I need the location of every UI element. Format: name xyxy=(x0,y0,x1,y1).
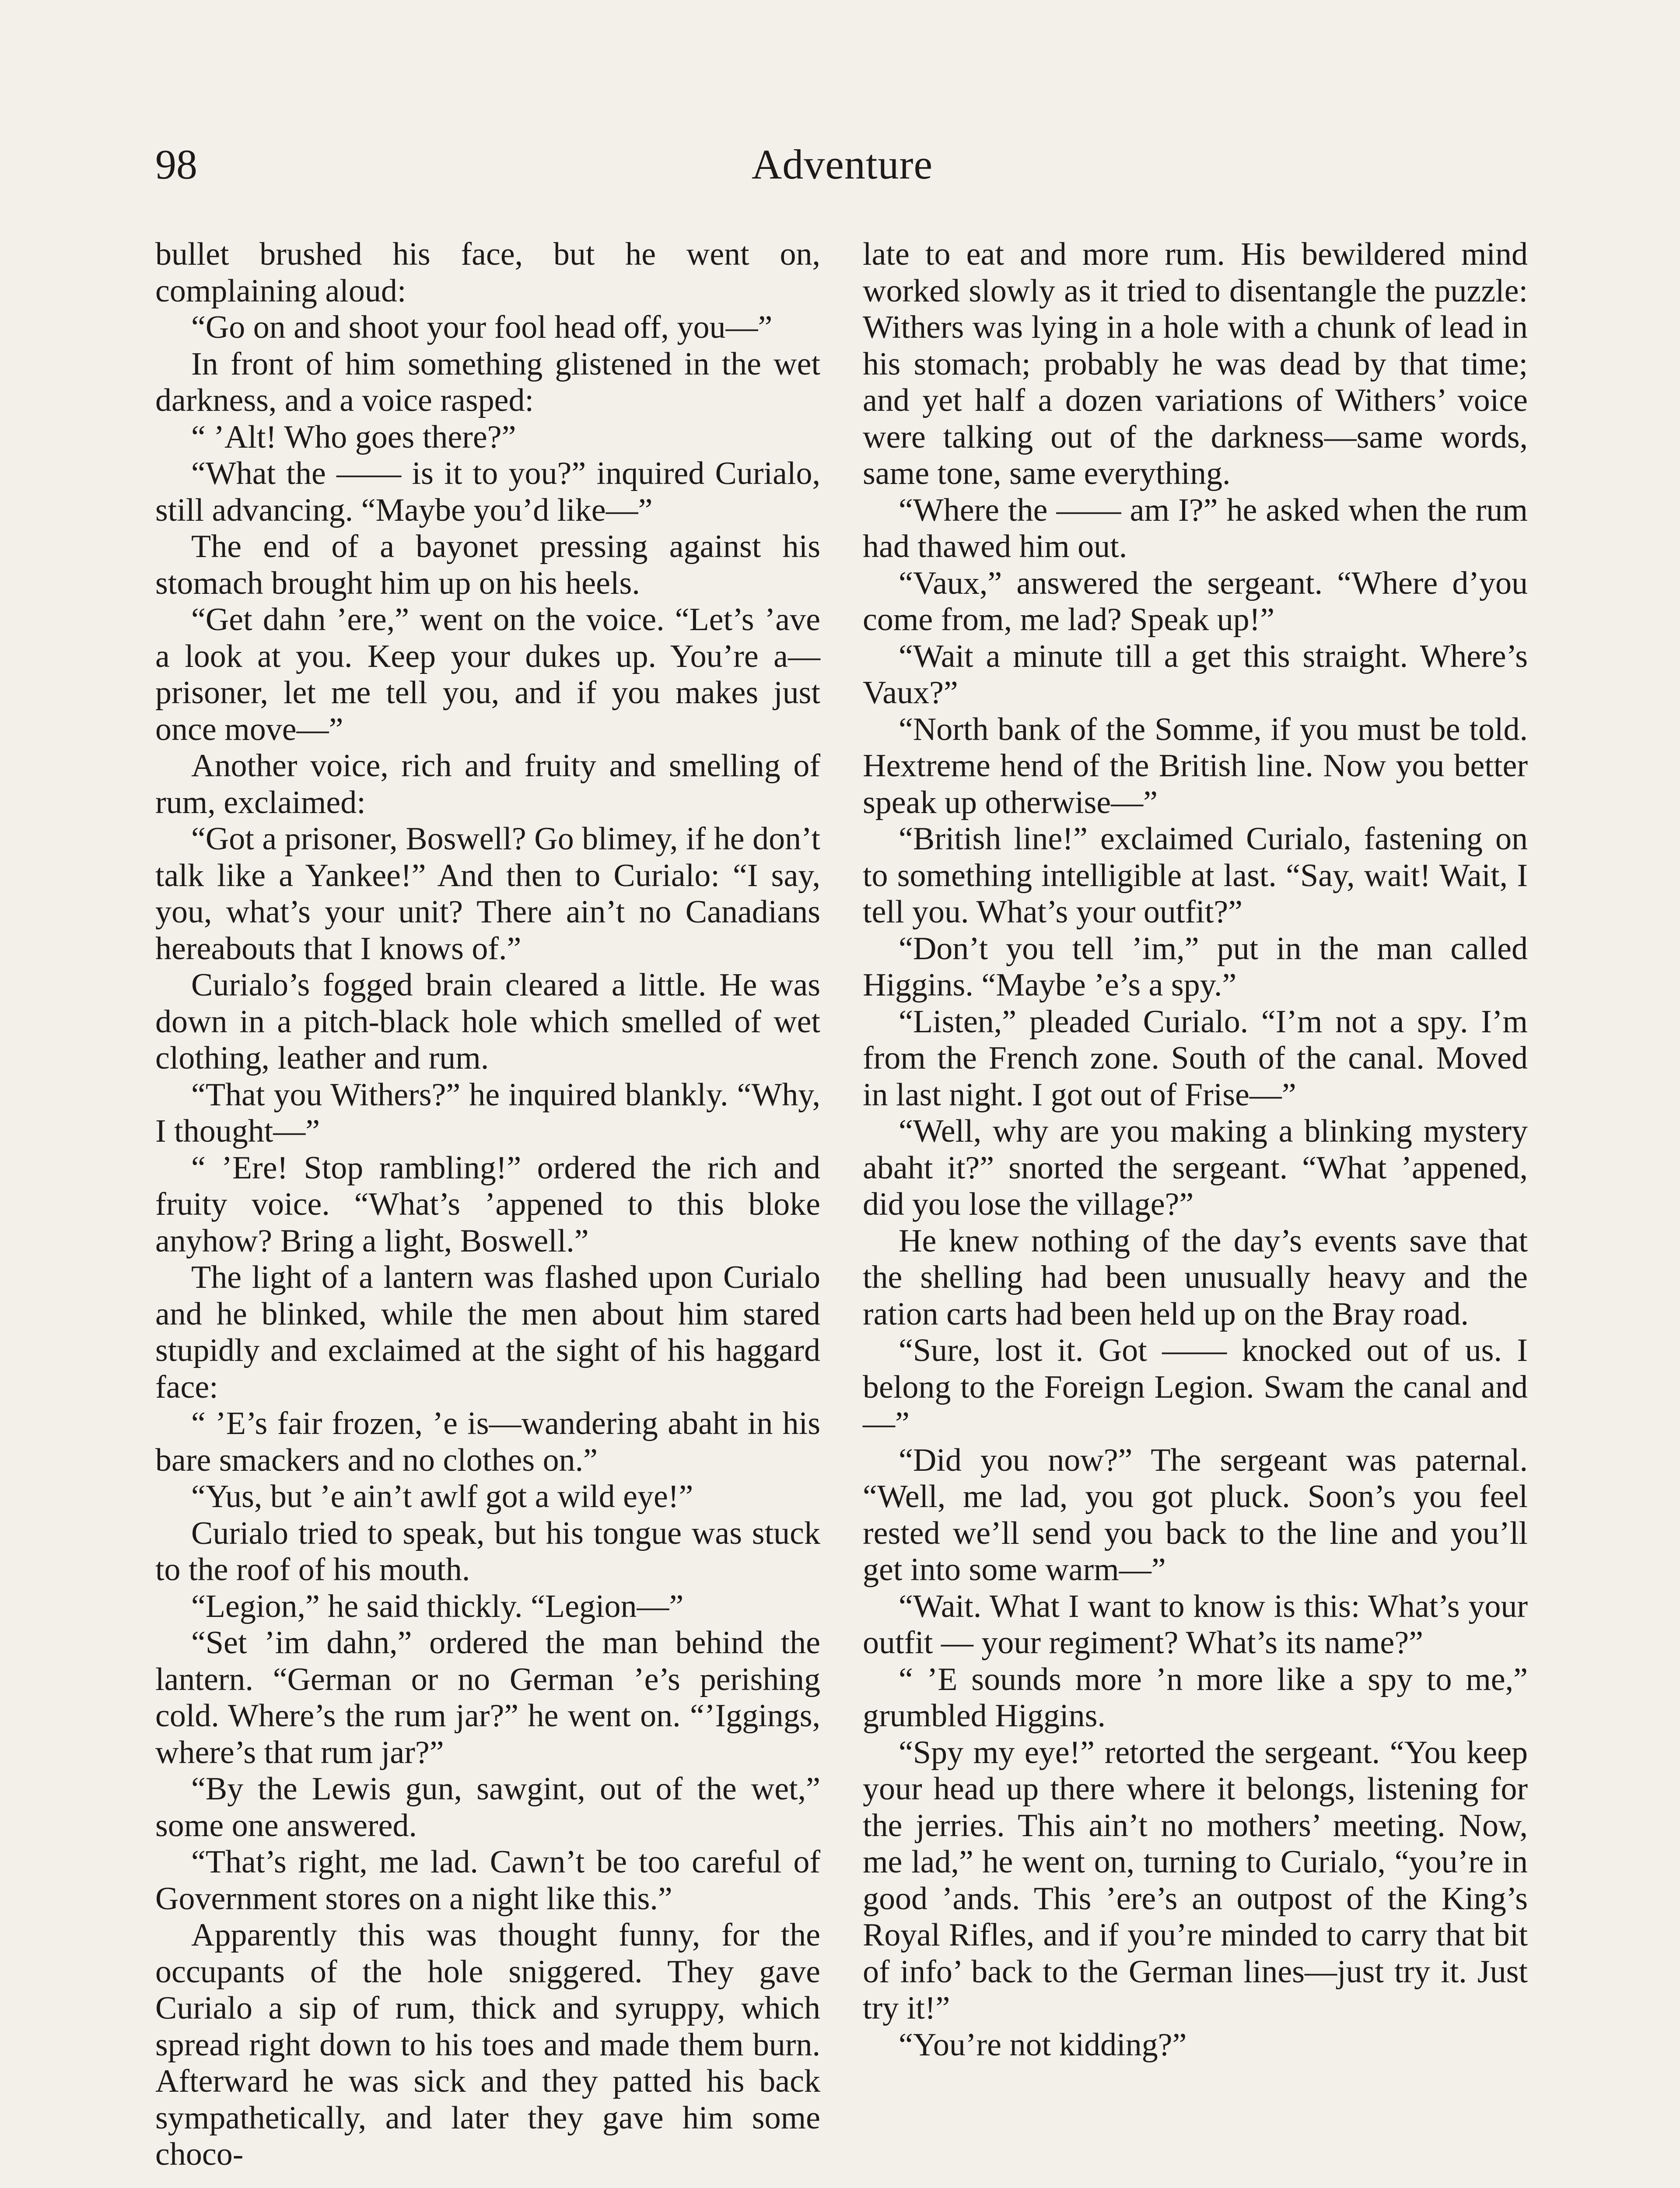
paragraph: “Did you now?” The sergeant was paternal. “Well, me lad, you got pluck. Soon’s you feel rested we’ll send you back to the line and you’ll get into some warm—” xyxy=(863,1442,1528,1588)
paragraph: In front of him something glistened in the wet darkness, and a voice rasped: xyxy=(155,346,820,418)
paragraph: late to eat and more rum. His bewildered mind worked slowly as it tried to disentangle the puzzle: Withers was lying in a hole with a chunk of lead in his stomach; probably he was dead by that time; and yet half a dozen variations of Withers’ voice were talking out of the darkness—same words, same tone, same everything. xyxy=(863,236,1528,491)
paragraph: “That’s right, me lad. Cawn’t be too careful of Government stores on a night like this.” xyxy=(155,1844,820,1917)
paragraph: Curialo tried to speak, but his tongue was stuck to the roof of his mouth. xyxy=(155,1515,820,1588)
paragraph: The light of a lantern was flashed upon Curialo and he blinked, while the men about him stared stupidly and exclaimed at the sight of his haggard face: xyxy=(155,1259,820,1405)
paragraph: “Go on and shoot your fool head off, you—” xyxy=(191,309,773,345)
paragraph: bullet brushed his face, but he went on, complaining aloud: xyxy=(155,236,820,309)
paragraph: “ ’Ere! Stop rambling!” ordered the rich and fruity voice. “What’s ’appened to this bloke anyhow? Bring a light, Boswell.” xyxy=(155,1150,820,1259)
paragraph: “Don’t you tell ’im,” put in the man called Higgins. “Maybe ’e’s a spy.” xyxy=(863,930,1528,1003)
paragraph: “Spy my eye!” retorted the sergeant. “You keep your head up there where it belongs, listening for the jerries. This ain’t no mothers’ meeting. Now, me lad,” he went on, turning to Curialo, “you’re in good ’ands. This ’ere’s an outpost of the King’s Royal Rifles, and if you’re minded to carry that bit of info’ back to the German lines—just try it. Just try it!” xyxy=(863,1734,1528,2026)
left-column xyxy=(155,236,820,2173)
paragraph: “Got a prisoner, Boswell? Go blimey, if he don’t talk like a Yankee!” And then to Curialo: “I say, you, what’s your unit? There ain’t no Canadians hereabouts that I knows of.” xyxy=(155,821,820,967)
paragraph: “Set ’im dahn,” ordered the man behind the lantern. “German or no German ’e’s perishing cold. Where’s the rum jar?” he went on. “’Iggings, where’s that rum jar?” xyxy=(155,1625,820,1771)
paragraph: He knew nothing of the day’s events save that the shelling had been unusually heavy and the ration carts had been held up on the Bray road. xyxy=(863,1223,1528,1332)
paragraph: “Wait a minute till a get this straight. Where’s Vaux?” xyxy=(863,638,1528,711)
paragraph: “Legion,” he said thickly. “Legion—” xyxy=(191,1588,684,1624)
page-header xyxy=(155,140,1529,206)
paragraph: “North bank of the Somme, if you must be told. Hextreme hend of the British line. Now you better speak up otherwise—” xyxy=(863,711,1528,820)
paragraph: “You’re not kidding?” xyxy=(899,2027,1187,2063)
paragraph: “That you Withers?” he inquired blankly. “Why, I thought—” xyxy=(155,1076,820,1149)
running-title: Adventure xyxy=(751,141,933,188)
page-number: 98 xyxy=(155,141,197,188)
right-column xyxy=(863,236,1528,2063)
paragraph: Curialo’s fogged brain cleared a little. He was down in a pitch-black hole which smelled of wet clothing, leather and rum. xyxy=(155,967,820,1076)
paragraph: Apparently this was thought funny, for the occupants of the hole sniggered. They gave Curialo a sip of rum, thick and syruppy, which spread right down to his toes and made them burn. Afterward he was sick and they patted his back sympathetically, and later they gave him some choco- xyxy=(155,1917,820,2172)
paragraph: “Where the —— am I?” he asked when the rum had thawed him out. xyxy=(863,492,1528,565)
paragraph: “Yus, but ’e ain’t awlf got a wild eye!” xyxy=(191,1479,693,1515)
paragraph: “Vaux,” answered the sergeant. “Where d’you come from, me lad? Speak up!” xyxy=(863,565,1528,638)
paragraph: “Sure, lost it. Got —— knocked out of us. I belong to the Foreign Legion. Swam the canal and—” xyxy=(863,1332,1528,1441)
paragraph: Another voice, rich and fruity and smelling of rum, exclaimed: xyxy=(155,748,820,820)
paragraph: “By the Lewis gun, sawgint, out of the wet,” some one answered. xyxy=(155,1771,820,1844)
paragraph: “Wait. What I want to know is this: What’s your outfit — your regiment? What’s its name?” xyxy=(863,1588,1528,1661)
paragraph: The end of a bayonet pressing against his stomach brought him up on his heels. xyxy=(155,529,820,601)
paragraph: “ ’E sounds more ’n more like a spy to me,” grumbled Higgins. xyxy=(863,1661,1528,1734)
paragraph: “Well, why are you making a blinking mystery abaht it?” snorted the sergeant. “What ’appened, did you lose the village?” xyxy=(863,1113,1528,1222)
paragraph: “What the —— is it to you?” inquired Curialo, still advancing. “Maybe you’d like—” xyxy=(155,456,820,528)
paragraph: “ ’E’s fair frozen, ’e is—wandering abaht in his bare smackers and no clothes on.” xyxy=(155,1406,820,1478)
paragraph: “Listen,” pleaded Curialo. “I’m not a spy. I’m from the French zone. South of the canal. Moved in last night. I got out of Frise—” xyxy=(863,1003,1528,1113)
paragraph: “British line!” exclaimed Curialo, fastening on to something intelligible at last. “Say, wait! Wait, I tell you. What’s your outfit?” xyxy=(863,821,1528,930)
paragraph: “Get dahn ’ere,” went on the voice. “Let’s ’ave a look at you. Keep your dukes up. You’re a—prisoner, let me tell you, and if you makes just once move—” xyxy=(155,602,820,747)
paragraph: “ ’Alt! Who goes there?” xyxy=(191,419,516,455)
